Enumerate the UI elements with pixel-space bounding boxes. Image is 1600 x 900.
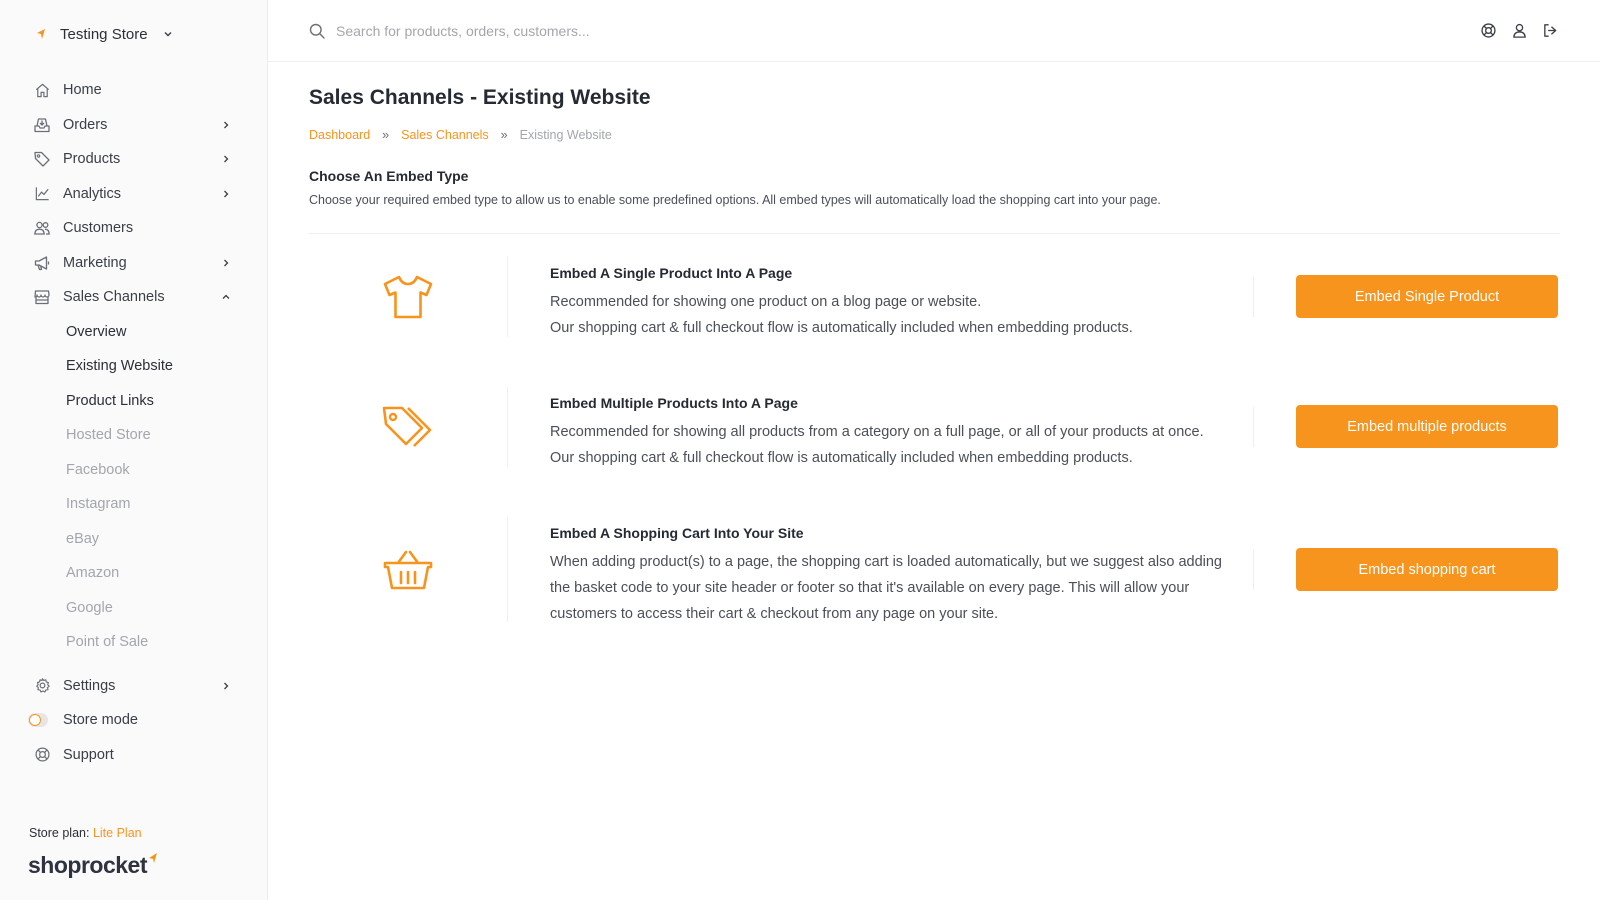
sidebar-item-label: Products [63,151,121,168]
breadcrumb-sales-channels[interactable]: Sales Channels [401,128,489,142]
embed-title: Embed A Shopping Cart Into Your Site [550,525,804,541]
sidebar-item-label: Support [63,746,114,763]
tshirt-icon [382,274,434,320]
button-divider [1253,277,1254,317]
topbar [268,0,1600,62]
breadcrumb [309,128,612,142]
submenu-item-product-links[interactable]: Product Links [66,392,154,409]
button-divider [1253,550,1254,590]
embed-title: Embed A Single Product Into A Page [550,265,793,281]
store-plan-label: Store plan: [29,826,90,840]
submenu-item-existing-website[interactable]: Existing Website [66,358,173,375]
tag-icon [32,149,52,169]
embed-text [550,263,1250,341]
embed-option-shopping-cart [309,517,1560,622]
logout-icon[interactable] [1541,21,1560,40]
toggle-switch[interactable] [28,713,48,727]
embed-description-line: When adding product(s) to a page, the shopping cart is loaded automatically, but we suggest also adding [550,554,1222,570]
help-lifebuoy-icon[interactable] [1479,21,1498,40]
sales-channels-submenu [0,315,268,660]
user-icon[interactable] [1510,21,1529,40]
sidebar-item-orders[interactable] [0,108,268,143]
store-mode-toggle[interactable] [28,710,48,730]
submenu-item-ebay[interactable]: eBay [66,530,100,547]
tags-icon [380,404,436,450]
brand-wordmark: shoprocket [28,852,147,878]
sidebar-item-products[interactable] [0,142,268,177]
users-icon [32,218,52,238]
sidebar-item-label: Customers [63,220,134,237]
breadcrumb-dashboard[interactable]: Dashboard [309,128,371,142]
chevron-right-icon [220,119,232,131]
submenu-item-instagram[interactable]: Instagram [66,496,131,513]
embed-icon-cell [309,257,508,337]
lifebuoy-icon [32,745,52,765]
divider [309,233,1560,234]
search-input[interactable] [336,23,936,39]
sidebar-item-store-mode[interactable] [0,703,268,738]
sidebar-item-label: Marketing [63,254,127,271]
embed-description-line: Our shopping cart & full checkout flow is automatically included when embedding products. [550,320,1133,336]
section-description: Choose your required embed type to allow us to enable some predefined options. All embed types will automatically load the shopping cart into your page. [309,193,1161,207]
embed-option-single-product [309,257,1560,337]
sidebar-item-label: Settings [63,677,116,694]
chevron-right-icon [220,153,232,165]
embed-single-product-button[interactable]: Embed Single Product [1296,275,1558,318]
embed-title: Embed Multiple Products Into A Page [550,395,798,411]
submenu-item-overview[interactable]: Overview [66,323,127,340]
embed-shopping-cart-button[interactable]: Embed shopping cart [1296,548,1558,591]
sidebar-item-customers[interactable] [0,211,268,246]
sidebar-item-marketing[interactable] [0,246,268,281]
sidebar-nav [0,73,268,772]
section-title: Choose An Embed Type [309,168,469,184]
embed-description-line: Recommended for showing all products from a category on a full page, or all of your products at once. [550,424,1204,440]
basket-icon [382,549,434,591]
sidebar-item-label: Orders [63,116,108,133]
breadcrumb-separator: » [500,128,508,142]
megaphone-icon [32,253,52,273]
sidebar [0,0,268,900]
store-name: Testing Store [60,25,148,43]
embed-description-line: Our shopping cart & full checkout flow is automatically included when embedding products. [550,450,1133,466]
embed-icon-cell [309,517,508,622]
rocket-flame-icon [148,852,158,864]
store-logo-icon [32,25,50,43]
embed-description-line: the basket code to your site header or footer so that it's available on every page. This will allow your [550,580,1190,596]
store-plan [29,826,142,840]
store-plan-link[interactable]: Lite Plan [92,826,142,840]
sidebar-item-home[interactable] [0,73,268,108]
embed-text [550,393,1250,471]
sidebar-item-analytics[interactable] [0,177,268,212]
embed-text [550,523,1250,627]
embed-description-line: customers to access their cart & checkout from any page on your site. [550,606,999,622]
page-title: Sales Channels - Existing Website [309,86,651,109]
embed-description-line: Recommended for showing one product on a blog page or website. [550,294,982,310]
sidebar-item-support[interactable] [0,738,268,773]
breadcrumb-separator: » [382,128,390,142]
storefront-icon [32,287,52,307]
sidebar-item-label: Sales Channels [63,289,165,306]
submenu-item-hosted-store[interactable]: Hosted Store [66,427,151,444]
sidebar-item-sales-channels[interactable] [0,280,268,315]
store-switcher[interactable] [32,22,174,46]
submenu-item-google[interactable]: Google [66,599,113,616]
chevron-right-icon [220,680,232,692]
chevron-down-icon [162,28,174,40]
submenu-item-amazon[interactable]: Amazon [66,565,120,582]
breadcrumb-current: Existing Website [519,128,612,142]
sidebar-item-label: Store mode [63,712,138,729]
home-icon [32,80,52,100]
chevron-right-icon [220,188,232,200]
brand-logo [28,852,158,879]
chart-line-icon [32,184,52,204]
embed-icon-cell [309,387,508,467]
sidebar-item-label: Home [63,82,102,99]
sidebar-item-settings[interactable] [0,669,268,704]
sidebar-item-label: Analytics [63,185,122,202]
topbar-actions [1479,21,1560,40]
search-bar [308,20,1008,42]
button-divider [1253,407,1254,447]
submenu-item-facebook[interactable]: Facebook [66,461,130,478]
search-icon [308,22,326,40]
chevron-right-icon [220,257,232,269]
embed-multiple-products-button[interactable]: Embed multiple products [1296,405,1558,448]
chevron-up-icon [220,291,232,303]
gear-icon [32,676,52,696]
submenu-item-point-of-sale[interactable]: Point of Sale [66,634,149,651]
inbox-icon [32,115,52,135]
embed-option-multiple-products [309,387,1560,467]
